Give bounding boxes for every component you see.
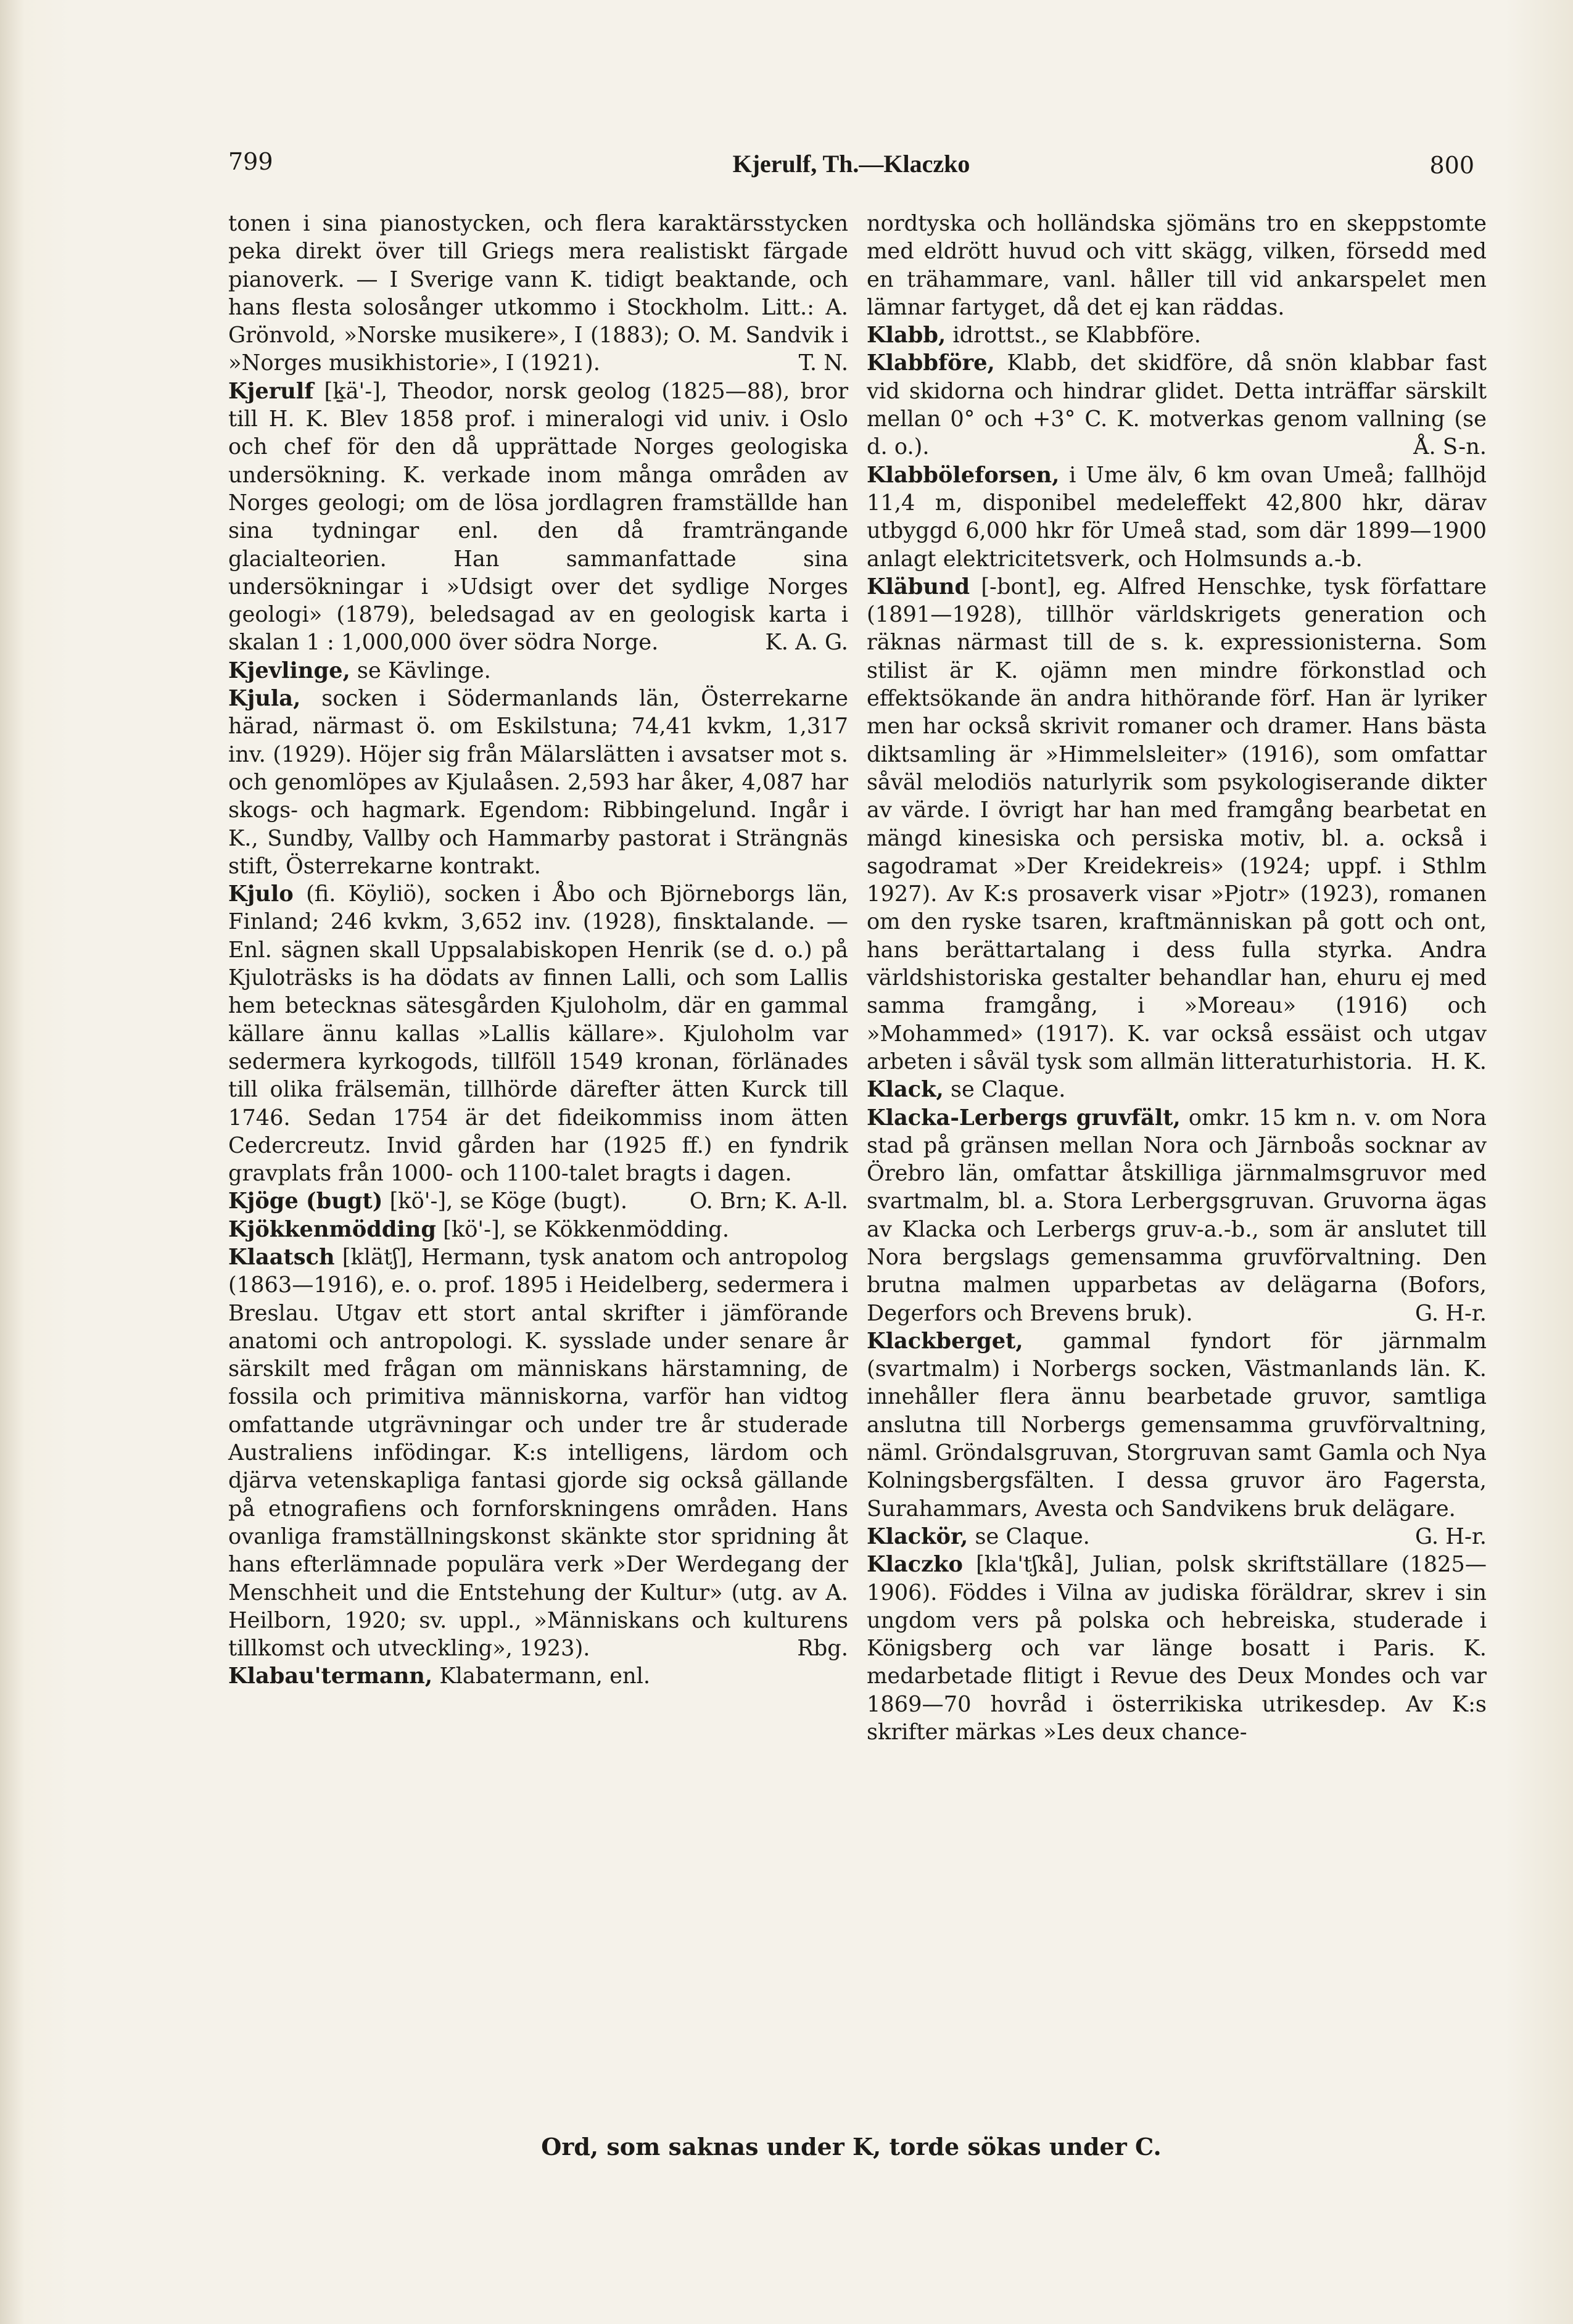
entry-text: se Kävlinge. — [357, 657, 491, 683]
dictionary-entry — [867, 461, 1487, 573]
dictionary-entry — [228, 1216, 848, 1243]
author-signature: T. N. — [798, 350, 848, 376]
entry-headword: Klacka-Lerbergs gruvfält, — [867, 1105, 1181, 1131]
running-head: Kjerulf, Th.—Klaczko — [732, 150, 970, 178]
footer-note: Ord, som saknas under K, torde sökas under C. — [541, 2133, 1162, 2161]
author-signature: Rbg. — [797, 1636, 848, 1662]
author-signature: H. K. — [1431, 1049, 1487, 1074]
dictionary-entry — [228, 377, 848, 657]
dictionary-entry — [228, 657, 848, 685]
dictionary-entry — [867, 1551, 1487, 1746]
left-column — [228, 210, 848, 1691]
dictionary-entry — [228, 685, 848, 880]
entry-text: i Ume älv, 6 km ovan Umeå; fallhöjd 11,4 m, disponibel medeleffekt 42,800 hkr, därav utbyggd 6,000 hkr för Umeå stad, som där 1899—1900 anlagt elektricitetsverk, och Holmsunds a.-b. — [867, 462, 1487, 572]
entry-text: [kö'-], se Kökkenmödding. — [443, 1216, 730, 1242]
dictionary-entry — [228, 1243, 848, 1662]
author-signature: G. H-r. — [1415, 1523, 1487, 1549]
dictionary-entry — [867, 1104, 1487, 1327]
entry-text: nordtyska och holländska sjömäns tro en skeppstomte med eldrött huvud och vitt skägg, vilken, försedd med en trähammare, vanl. håller till vid ankarspelet men lämnar fartyget, då det ej kan räddas. — [867, 211, 1487, 320]
entry-text: socken i Södermanlands län, Österrekarne härad, närmast ö. om Eskilstuna; 74,41 kvkm, 1,317 inv. (1929). Höjer sig från Mälarslätten i avsatser mot s. och genomlöpes av Kjulaåsen. 2,593 har åker, 4,087 har skogs- och hagmark. Egendom: Ribbingelund. Ingår i K., Sundby, Vallby och Hammarby pastorat i Strängnäs stift, Österrekarne kontrakt. — [228, 686, 849, 879]
dictionary-entry — [867, 573, 1487, 1076]
entry-text: [kö'-], se Köge (bugt). — [389, 1189, 628, 1214]
entry-text: Klabb, det skidföre, då snön klabbar fast vid skidorna och hindrar glidet. Detta inträffar särskilt mellan 0° och +3° C. K. motverkas genom vallning (se d. o.). — [867, 350, 1487, 460]
author-signature: G. H-r. — [1415, 1300, 1487, 1326]
dictionary-entry — [228, 210, 848, 377]
entry-text: (fi. Köyliö), socken i Åbo och Björneborgs län, Finland; 246 kvkm, 3,652 inv. (1928), finsktalande. — Enl. sägnen skall Uppsalabiskopen Henrik (se d. o.) på Kjuloträsks is ha dödats av finnen Lalli, och som Lallis hem betecknas sätesgården Kjuloholm, där en gammal källare ännu kallas »Lallis källare». Kjuloholm var sedermera kyrkogods, tillföll 1549 kronan, förlänades till olika frälsemän, tillhörde därefter ätten Kurck till 1746. Sedan 1754 är det fideikommiss inom ätten Cedercreutz. Invid gården har (1925 ff.) en fyndrik gravplats från 1000- och 1100-talet bragts i dagen. — [228, 881, 848, 1187]
page-number-right: 800 — [1429, 152, 1474, 179]
entry-headword: Kjöge (bugt) — [228, 1189, 383, 1214]
entry-headword: Kjökkenmödding — [228, 1216, 436, 1242]
entry-text: se Claque. — [975, 1523, 1090, 1549]
entry-headword: Kjevlinge, — [228, 657, 350, 683]
dictionary-entry — [867, 349, 1487, 461]
dictionary-entry — [867, 321, 1487, 349]
entry-text: [kla'tʃkå], Julian, polsk skriftställare (1825—1906). Föddes i Vilna av judiska föräldrar, skrev i sin ungdom vers på polska och hebreiska, studerade i Königsberg och var länge bosatt i Paris. K. medarbetade flitigt i Revue des Deux Mondes och var 1869—70 hovråd i österrikiska utrikesdep. Av K:s skrifter märkas »Les deux chance- — [867, 1552, 1487, 1745]
entry-text: [ḵä'-], Theodor, norsk geolog (1825—88), bror till H. K. Blev 1858 prof. i mineralogi vid univ. i Oslo och chef för den då upprättade Norges geologiska undersökning. K. verkade inom många områden av Norges geologi; om de lösa jordlagren framställde han sina tydningar enl. den då framträngande glacialteorien. Han sammanfattade sina undersökningar i »Udsigt over det sydlige Norges geologi» (1879), beledsagad av en geologisk karta i skalan 1 : 1,000,000 över södra Norge. — [228, 378, 849, 656]
entry-text: omkr. 15 km n. v. om Nora stad på gränsen mellan Nora och Järnboås socknar av Örebro län, omfattar åtskilliga järnmalmsgruvor med svartmalm, bl. a. Stora Lerbergsgruvan. Gruvorna ägas av Klacka och Lerbergs gruv-a.-b., som är anslutet till Nora bergslags gemensamma gruvförvaltning. Den brutna malmen upparbetas av delägarna (Bofors, Degerfors och Brevens bruk). — [867, 1105, 1487, 1326]
entry-headword: Klabau'termann, — [228, 1663, 433, 1689]
entry-headword: Klackberget, — [867, 1328, 1023, 1354]
entry-headword: Kjulo — [228, 881, 294, 907]
page-number-left: 799 — [228, 148, 273, 175]
entry-text: idrottst., se Klabbföre. — [952, 323, 1201, 348]
author-signature: Å. S-n. — [1413, 434, 1487, 460]
author-signature: O. Brn; K. A-ll. — [689, 1189, 848, 1214]
dictionary-entry — [867, 1076, 1487, 1103]
entry-text: tonen i sina pianostycken, och flera karaktärsstycken peka direkt över till Griegs mera realistiskt färgade pianoverk. — I Sverige vann K. tidigt beaktande, och hans flesta solosånger utkommo i Stockholm. Litt.: A. Grönvold, »Norske musikere», I (1883); O. M. Sandvik i »Norges musikhistorie», I (1921). — [228, 211, 848, 376]
entry-headword: Klabb, — [867, 323, 946, 348]
entry-text: gammal fyndort för järnmalm (svartmalm) i Norbergs socken, Västmanlands län. K. innehåller flera ännu bearbetade gruvor, samtliga anslutna till Norbergs gemensamma gruvförvaltning, näml. Gröndalsgruvan, Storgruvan samt Gamla och Nya Kolningsbergsfälten. I dessa gruvor äro Fagersta, Surahammars, Avesta och Sandvikens bruk delägare. — [867, 1328, 1487, 1522]
dictionary-entry — [867, 210, 1487, 321]
entry-text: [-bont], eg. Alfred Henschke, tysk författare (1891—1928), tillhör världskrigets generation och räknas närmast till de s. k. expressionisterna. Som stilist är K. ojämn men mindre förkonstlad och effektsökande än andra hithörande förf. Han är lyriker men har också skrivit romaner och dramer. Hans bästa diktsamling är »Himmelsleiter» (1916), som omfattar såväl melodiös naturlyrik som psykologiserande dikter av värde. I övrigt har han med framgång bearbetat en mängd kinesiska och persiska motiv, bl. a. också i sagodramat »Der Kreidekreis» (1924; uppf. i Sthlm 1927). Av K:s prosaverk visar »Pjotr» (1923), romanen om den ryske tsaren, kraftmänniskan på gott och ont, hans berättartalang i dess fulla styrka. Andra världshistoriska gestalter behandlar han, ehuru ej med samma framgång, i »Moreau» (1916) och »Mohammed» (1917). K. var också essäist och utgav arbeten i såväl tysk som allmän litteraturhistoria. — [867, 574, 1487, 1074]
right-column — [867, 210, 1487, 1746]
page-header — [228, 148, 1474, 185]
entry-headword: Klaczko — [867, 1552, 964, 1578]
entry-headword: Klackör, — [867, 1523, 968, 1549]
dictionary-entry — [228, 1662, 848, 1690]
entry-headword: Klabbölefors​en, — [867, 462, 1060, 488]
entry-text: Klabatermann, enl. — [439, 1663, 651, 1689]
entry-headword: Klaatsch — [228, 1244, 335, 1270]
entry-headword: Klack, — [867, 1077, 944, 1103]
entry-text: se Claque. — [951, 1077, 1066, 1103]
entry-text: [klätʃ], Hermann, tysk anatom och antropolog (1863—1916), e. o. prof. 1895 i Heidelberg, sedermera i Breslau. Utgav ett stort antal skrifter i jämförande anatomi och antropologi. K. sysslade under senare år särskilt med frågan om människans härstamning, de fossila och primitiva människorna, varför han vidtog omfattande utgrävningar och under tre år studerade Australiens infödingar. K:s intelligens, lärdom och djärva vetenskapliga fantasi gjorde sig också gällande på etnografiens och fornforskningens områden. Hans ovanliga framställningskonst skänkte stor spridning åt hans efterlämnade populära verk »Der Werdegang der Menschheit und die Entstehung der Kultur» (utg. av A. Heilborn, 1920; sv. uppl., »Människans och kulturens tillkomst och utveckling», 1923). — [228, 1244, 848, 1662]
author-signature: K. A. G. — [765, 630, 848, 656]
entry-headword: Kläbund — [867, 574, 970, 600]
entry-headword: Kjerulf — [228, 378, 314, 404]
dictionary-entry — [867, 1523, 1487, 1551]
entry-headword: Klabbföre, — [867, 350, 995, 376]
entry-headword: Kjula, — [228, 686, 301, 712]
